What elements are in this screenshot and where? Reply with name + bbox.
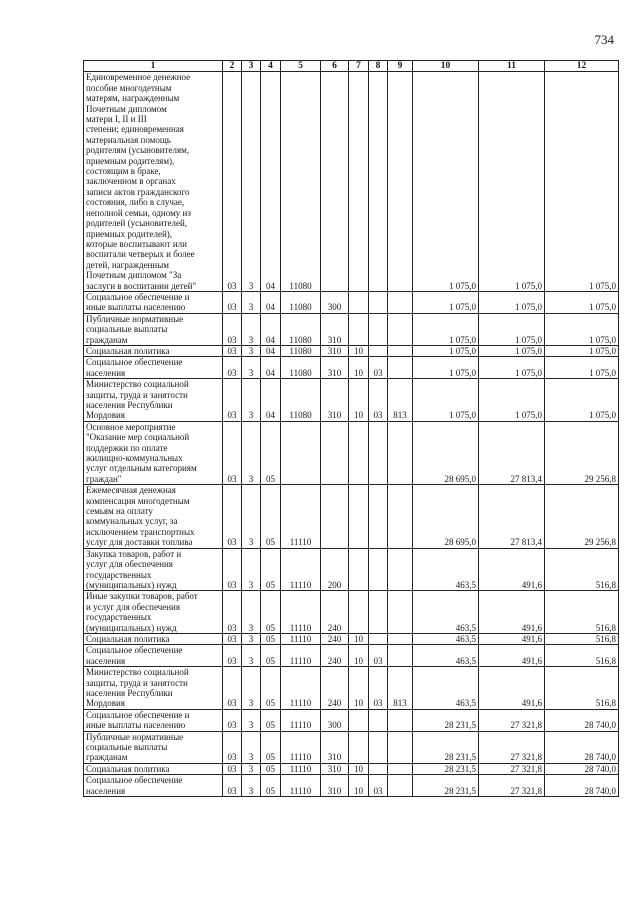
amount-cell: 27 321,8 <box>479 731 545 763</box>
code-cell: 3 <box>242 645 261 667</box>
code-cell: 240 <box>321 591 349 634</box>
code-cell: 03 <box>223 775 242 797</box>
code-cell <box>388 313 413 345</box>
code-cell: 03 <box>223 72 242 292</box>
code-cell <box>369 763 388 774</box>
code-cell: 04 <box>261 379 281 422</box>
code-cell <box>388 72 413 292</box>
table-row <box>84 633 619 644</box>
code-cell: 03 <box>223 357 242 379</box>
code-cell: 03 <box>223 291 242 313</box>
code-cell: 03 <box>223 313 242 345</box>
amount-cell: 1 075,0 <box>545 357 619 379</box>
code-cell <box>349 485 369 548</box>
code-cell <box>349 709 369 731</box>
row-name-cell: Социальная политика <box>84 763 223 774</box>
amount-cell: 463,5 <box>413 548 479 591</box>
code-cell <box>349 548 369 591</box>
code-cell: 05 <box>261 731 281 763</box>
code-cell <box>321 421 349 484</box>
amount-cell: 463,5 <box>413 591 479 634</box>
row-name-cell: Социальное обеспечение населения <box>84 645 223 667</box>
row-name-cell: Социальная политика <box>84 345 223 356</box>
code-cell: 11110 <box>281 709 321 731</box>
code-cell <box>349 313 369 345</box>
code-cell: 03 <box>223 485 242 548</box>
code-cell: 11080 <box>281 313 321 345</box>
row-name-cell: Социальное обеспечение населения <box>84 357 223 379</box>
table-row <box>84 72 619 292</box>
code-cell: 04 <box>261 345 281 356</box>
amount-cell: 28 740,0 <box>545 775 619 797</box>
amount-cell: 1 075,0 <box>413 291 479 313</box>
code-cell: 3 <box>242 485 261 548</box>
code-cell <box>388 421 413 484</box>
amount-cell: 1 075,0 <box>545 72 619 292</box>
amount-cell: 491,6 <box>479 548 545 591</box>
code-cell <box>388 591 413 634</box>
amount-cell: 1 075,0 <box>479 291 545 313</box>
amount-cell: 28 231,5 <box>413 775 479 797</box>
code-cell <box>349 731 369 763</box>
code-cell: 3 <box>242 548 261 591</box>
code-cell: 04 <box>261 72 281 292</box>
table-row <box>84 313 619 345</box>
amount-cell: 28 740,0 <box>545 731 619 763</box>
row-name-cell: Закупка товаров, работ и услуг для обеспечения государственных (муниципальных) нужд <box>84 548 223 591</box>
amount-cell: 1 075,0 <box>479 345 545 356</box>
code-cell <box>281 421 321 484</box>
amount-cell: 463,5 <box>413 645 479 667</box>
header-cell: 1 <box>84 61 223 72</box>
amount-cell: 27 813,4 <box>479 421 545 484</box>
code-cell: 11110 <box>281 667 321 710</box>
code-cell: 813 <box>388 667 413 710</box>
code-cell: 03 <box>223 421 242 484</box>
code-cell: 11110 <box>281 731 321 763</box>
code-cell: 3 <box>242 291 261 313</box>
code-cell <box>369 485 388 548</box>
code-cell <box>388 633 413 644</box>
row-name-cell: Социальное обеспечение и иные выплаты населению <box>84 291 223 313</box>
table-row <box>84 775 619 797</box>
code-cell: 310 <box>321 763 349 774</box>
code-cell: 11110 <box>281 775 321 797</box>
amount-cell: 1 075,0 <box>413 379 479 422</box>
code-cell: 03 <box>223 709 242 731</box>
table-row <box>84 421 619 484</box>
code-cell: 04 <box>261 313 281 345</box>
code-cell: 05 <box>261 485 281 548</box>
code-cell: 03 <box>369 667 388 710</box>
table-row <box>84 645 619 667</box>
code-cell: 310 <box>321 313 349 345</box>
code-cell: 11080 <box>281 291 321 313</box>
code-cell: 11080 <box>281 345 321 356</box>
amount-cell: 491,6 <box>479 633 545 644</box>
code-cell: 05 <box>261 421 281 484</box>
code-cell <box>369 291 388 313</box>
code-cell: 3 <box>242 379 261 422</box>
table-row <box>84 485 619 548</box>
code-cell: 03 <box>223 379 242 422</box>
code-cell: 3 <box>242 775 261 797</box>
code-cell: 03 <box>369 379 388 422</box>
code-cell: 310 <box>321 379 349 422</box>
amount-cell: 1 075,0 <box>545 313 619 345</box>
amount-cell: 27 813,4 <box>479 485 545 548</box>
code-cell: 11080 <box>281 379 321 422</box>
code-cell: 05 <box>261 775 281 797</box>
row-name-cell: Министерство социальной защиты, труда и занятости населения Республики Мордовия <box>84 667 223 710</box>
code-cell: 03 <box>223 763 242 774</box>
header-cell: 7 <box>349 61 369 72</box>
amount-cell: 1 075,0 <box>479 72 545 292</box>
amount-cell: 28 695,0 <box>413 485 479 548</box>
code-cell: 05 <box>261 633 281 644</box>
amount-cell: 1 075,0 <box>413 72 479 292</box>
code-cell: 11110 <box>281 548 321 591</box>
amount-cell: 1 075,0 <box>545 345 619 356</box>
code-cell <box>369 72 388 292</box>
code-cell: 11110 <box>281 591 321 634</box>
code-cell: 11080 <box>281 357 321 379</box>
code-cell: 240 <box>321 633 349 644</box>
amount-cell: 1 075,0 <box>479 313 545 345</box>
amount-cell: 1 075,0 <box>413 313 479 345</box>
header-cell: 2 <box>223 61 242 72</box>
header-cell: 5 <box>281 61 321 72</box>
code-cell: 200 <box>321 548 349 591</box>
amount-cell: 1 075,0 <box>479 357 545 379</box>
amount-cell: 516,8 <box>545 645 619 667</box>
code-cell <box>388 763 413 774</box>
code-cell: 03 <box>369 357 388 379</box>
code-cell: 03 <box>223 633 242 644</box>
code-cell: 310 <box>321 731 349 763</box>
code-cell <box>369 591 388 634</box>
code-cell: 03 <box>223 345 242 356</box>
table-row <box>84 548 619 591</box>
amount-cell: 1 075,0 <box>413 357 479 379</box>
code-cell: 3 <box>242 667 261 710</box>
amount-cell: 28 231,5 <box>413 709 479 731</box>
code-cell: 10 <box>349 345 369 356</box>
amount-cell: 28 231,5 <box>413 731 479 763</box>
amount-cell: 28 740,0 <box>545 709 619 731</box>
amount-cell: 463,5 <box>413 667 479 710</box>
amount-cell: 491,6 <box>479 645 545 667</box>
table-row <box>84 731 619 763</box>
amount-cell: 29 256,8 <box>545 485 619 548</box>
code-cell: 10 <box>349 645 369 667</box>
table-row <box>84 763 619 774</box>
amount-cell: 516,8 <box>545 591 619 634</box>
code-cell: 03 <box>223 548 242 591</box>
code-cell: 05 <box>261 667 281 710</box>
code-cell: 11080 <box>281 72 321 292</box>
code-cell: 03 <box>369 775 388 797</box>
code-cell: 10 <box>349 357 369 379</box>
code-cell: 240 <box>321 645 349 667</box>
code-cell: 3 <box>242 72 261 292</box>
code-cell: 3 <box>242 763 261 774</box>
code-cell <box>388 645 413 667</box>
code-cell: 240 <box>321 667 349 710</box>
code-cell: 300 <box>321 291 349 313</box>
code-cell: 3 <box>242 421 261 484</box>
amount-cell: 1 075,0 <box>413 345 479 356</box>
table-body <box>84 72 619 797</box>
amount-cell: 29 256,8 <box>545 421 619 484</box>
code-cell <box>388 485 413 548</box>
code-cell: 310 <box>321 357 349 379</box>
header-cell: 8 <box>369 61 388 72</box>
code-cell <box>349 591 369 634</box>
code-cell <box>388 357 413 379</box>
table-row <box>84 667 619 710</box>
code-cell <box>349 72 369 292</box>
code-cell <box>388 291 413 313</box>
row-name-cell: Публичные нормативные социальные выплаты гражданам <box>84 313 223 345</box>
code-cell: 813 <box>388 379 413 422</box>
code-cell <box>388 345 413 356</box>
code-cell: 04 <box>261 357 281 379</box>
amount-cell: 27 321,8 <box>479 709 545 731</box>
code-cell: 3 <box>242 731 261 763</box>
code-cell: 05 <box>261 645 281 667</box>
code-cell: 300 <box>321 709 349 731</box>
code-cell: 3 <box>242 709 261 731</box>
code-cell: 04 <box>261 291 281 313</box>
header-cell: 12 <box>545 61 619 72</box>
amount-cell: 516,8 <box>545 667 619 710</box>
page-number: 734 <box>594 32 614 47</box>
code-cell <box>349 421 369 484</box>
code-cell: 05 <box>261 763 281 774</box>
row-name-cell: Социальное обеспечение населения <box>84 775 223 797</box>
code-cell <box>369 633 388 644</box>
row-name-cell: Министерство социальной защиты, труда и занятости населения Республики Мордовия <box>84 379 223 422</box>
row-name-cell: Иные закупки товаров, работ и услуг для обеспечения государственных (муниципальных) нужд <box>84 591 223 634</box>
code-cell: 05 <box>261 548 281 591</box>
amount-cell: 28 231,5 <box>413 763 479 774</box>
header-cell: 11 <box>479 61 545 72</box>
code-cell: 10 <box>349 633 369 644</box>
code-cell <box>369 313 388 345</box>
code-cell <box>369 548 388 591</box>
code-cell: 10 <box>349 379 369 422</box>
table-row <box>84 709 619 731</box>
amount-cell: 491,6 <box>479 667 545 710</box>
code-cell: 3 <box>242 313 261 345</box>
amount-cell: 1 075,0 <box>479 379 545 422</box>
amount-cell: 28 740,0 <box>545 763 619 774</box>
amount-cell: 27 321,8 <box>479 775 545 797</box>
amount-cell: 1 075,0 <box>545 291 619 313</box>
code-cell: 11110 <box>281 763 321 774</box>
code-cell: 03 <box>223 591 242 634</box>
code-cell <box>369 345 388 356</box>
amount-cell: 28 695,0 <box>413 421 479 484</box>
code-cell <box>349 291 369 313</box>
code-cell <box>388 548 413 591</box>
code-cell: 3 <box>242 591 261 634</box>
code-cell: 10 <box>349 667 369 710</box>
row-name-cell: Ежемесячная денежная компенсация многодетным семьям на оплату коммунальных услуг, за исключением транспортных услуг для доставки топлива <box>84 485 223 548</box>
code-cell <box>388 709 413 731</box>
code-cell: 05 <box>261 591 281 634</box>
amount-cell: 1 075,0 <box>545 379 619 422</box>
code-cell: 03 <box>223 645 242 667</box>
code-cell: 11110 <box>281 645 321 667</box>
table-row <box>84 291 619 313</box>
table-row <box>84 591 619 634</box>
code-cell: 310 <box>321 775 349 797</box>
header-cell: 9 <box>388 61 413 72</box>
code-cell <box>369 709 388 731</box>
table-row <box>84 357 619 379</box>
row-name-cell: Социальная политика <box>84 633 223 644</box>
code-cell: 10 <box>349 763 369 774</box>
header-cell: 3 <box>242 61 261 72</box>
table-row <box>84 345 619 356</box>
amount-cell: 463,5 <box>413 633 479 644</box>
code-cell: 03 <box>369 645 388 667</box>
budget-table <box>83 60 619 797</box>
code-cell: 3 <box>242 633 261 644</box>
table-row <box>84 379 619 422</box>
code-cell: 11110 <box>281 633 321 644</box>
amount-cell: 516,8 <box>545 548 619 591</box>
amount-cell: 516,8 <box>545 633 619 644</box>
code-cell <box>321 72 349 292</box>
code-cell: 03 <box>223 731 242 763</box>
header-cell: 6 <box>321 61 349 72</box>
code-cell: 3 <box>242 357 261 379</box>
code-cell <box>321 485 349 548</box>
code-cell: 3 <box>242 345 261 356</box>
row-name-cell: Основное мероприятие "Оказание мер социальной поддержки по оплате жилищно-коммунальных услуг отдельным категориям граждан" <box>84 421 223 484</box>
table-header-row <box>84 61 619 72</box>
code-cell <box>388 731 413 763</box>
code-cell <box>369 731 388 763</box>
code-cell: 11110 <box>281 485 321 548</box>
code-cell: 310 <box>321 345 349 356</box>
code-cell: 05 <box>261 709 281 731</box>
code-cell <box>369 421 388 484</box>
header-cell: 4 <box>261 61 281 72</box>
code-cell <box>388 775 413 797</box>
code-cell: 10 <box>349 775 369 797</box>
row-name-cell: Публичные нормативные социальные выплаты гражданам <box>84 731 223 763</box>
row-name-cell: Единовременное денежное пособие многодетным матерям, награжденным Почетным дипломом матери I, II и III степени; единовременная материальная помощь родителям (усыновителям, приемным родителям), состоящим в браке, заключенном в органах записи актов гражданского состояния, либо в случае, неполной семьи, одному из родителей (усыновителей, приемных родителей), которые воспитывают или воспитали четверых и более детей, награжденным Почетным дипломом "За заслуги в воспитании детей" <box>84 72 223 292</box>
row-name-cell: Социальное обеспечение и иные выплаты населению <box>84 709 223 731</box>
amount-cell: 491,6 <box>479 591 545 634</box>
amount-cell: 27 321,8 <box>479 763 545 774</box>
code-cell: 03 <box>223 667 242 710</box>
header-cell: 10 <box>413 61 479 72</box>
